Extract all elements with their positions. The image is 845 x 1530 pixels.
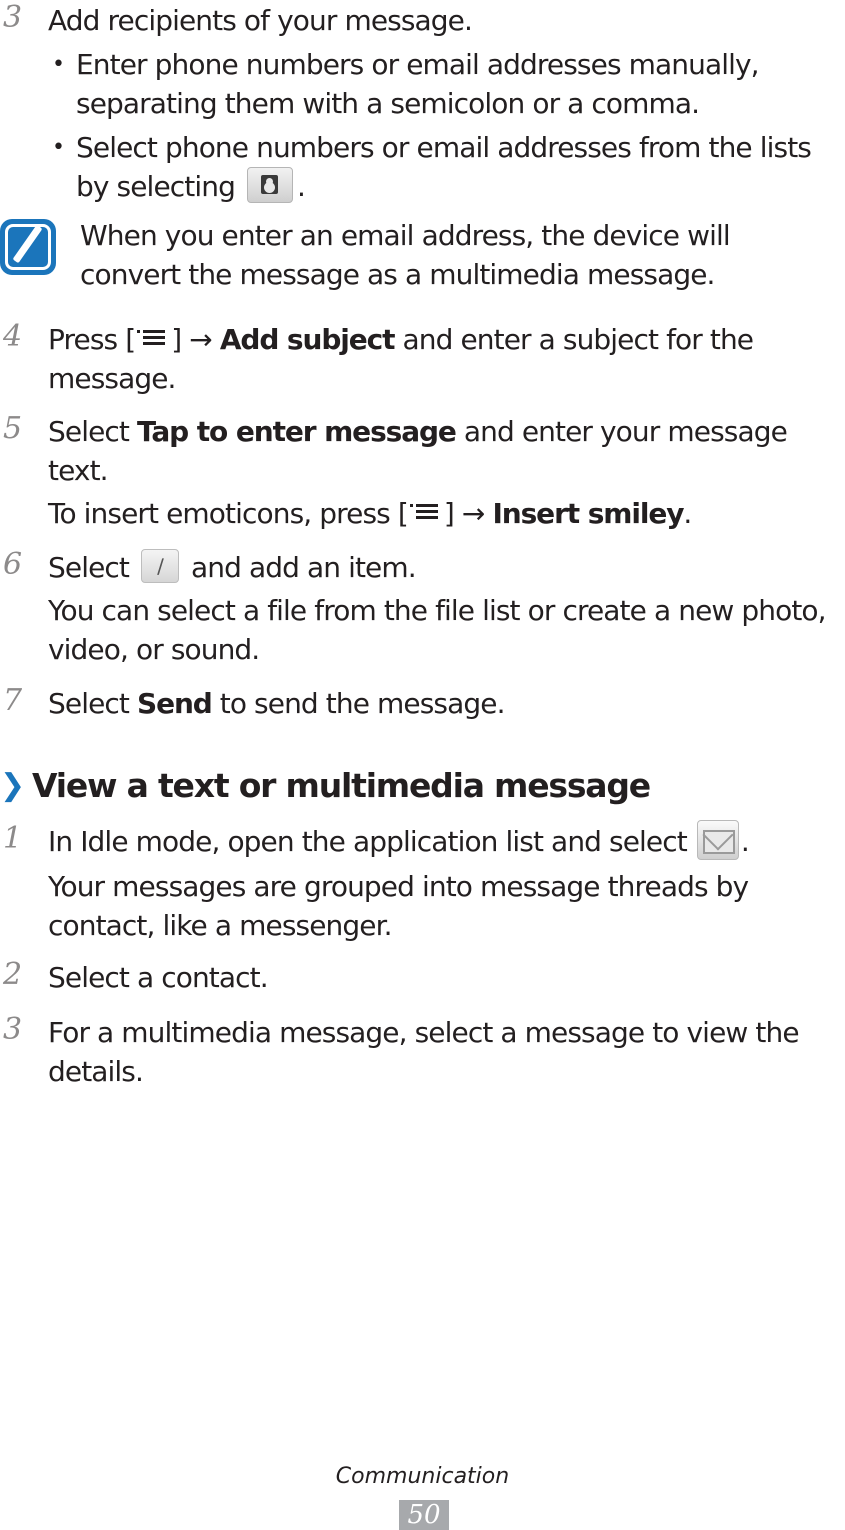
- step-text: [48, 412, 787, 451]
- punctuation: .: [683, 497, 692, 530]
- step-text: text.: [48, 454, 108, 487]
- section-title: View a text or multimedia message: [32, 766, 650, 805]
- step-subtext: Your messages are grouped into message threads by: [48, 870, 749, 903]
- step-number: 1: [3, 821, 23, 856]
- step-text: [48, 320, 753, 359]
- step-text-part: to send the message.: [219, 687, 505, 720]
- punctuation: .: [740, 825, 749, 858]
- step-text-part: and enter your message: [463, 415, 787, 448]
- step-number: 4: [3, 319, 23, 354]
- note-text: When you enter an email address, the device will: [80, 219, 730, 252]
- ui-term: Insert smiley: [492, 497, 684, 530]
- contacts-icon: [247, 167, 293, 203]
- step-text-part: and add an item.: [191, 551, 416, 584]
- step-text-part: ] →: [171, 323, 212, 356]
- menu-key-icon: [137, 326, 169, 348]
- step-number: 2: [3, 957, 23, 992]
- step-text-part: Select: [48, 687, 129, 720]
- step-text: For a multimedia message, select a message to view the: [48, 1016, 799, 1049]
- bullet-text-line: [76, 167, 305, 206]
- step-text-part: Select: [48, 415, 129, 448]
- step-subtext: You can select a file from the file list or create a new photo,: [48, 594, 826, 627]
- messaging-envelope-icon: [697, 820, 739, 860]
- step-text-part: Press [: [48, 323, 136, 356]
- bullet: •: [52, 52, 65, 77]
- step-number: 5: [3, 411, 23, 446]
- step-text: [48, 548, 416, 587]
- step-number: 7: [3, 683, 23, 718]
- step-text: [48, 822, 749, 863]
- step-text: [48, 684, 505, 723]
- step-number: 3: [3, 0, 23, 35]
- bullet-text: by selecting: [76, 170, 235, 203]
- step-text-part: To insert emoticons, press [: [48, 497, 408, 530]
- menu-key-icon: [410, 500, 442, 522]
- punctuation: .: [296, 170, 305, 203]
- note-pencil-icon: [0, 219, 56, 275]
- paperclip-icon: ∕: [141, 549, 179, 583]
- step-text-part: and enter a subject for the: [402, 323, 754, 356]
- step-text: Select a contact.: [48, 961, 268, 994]
- ui-term: Send: [137, 687, 212, 720]
- section-heading: [0, 762, 650, 812]
- chapter-label: Communication: [335, 1464, 510, 1489]
- bullet: •: [52, 135, 65, 160]
- step-text-part: Select: [48, 551, 129, 584]
- step-subtext: [48, 494, 691, 533]
- step-number: 3: [3, 1012, 23, 1047]
- chevron-right-icon: ❯: [0, 768, 24, 803]
- bullet-text: separating them with a semicolon or a comma.: [76, 87, 700, 120]
- bullet-text: Enter phone numbers or email addresses manually,: [76, 48, 759, 81]
- step-text-part: ] →: [443, 497, 485, 530]
- ui-term: Add subject: [219, 323, 395, 356]
- step-number: 6: [3, 547, 23, 582]
- step-text: Add recipients of your message.: [48, 4, 472, 37]
- ui-term: Tap to enter message: [137, 415, 456, 448]
- step-text: details.: [48, 1055, 143, 1088]
- step-subtext: contact, like a messenger.: [48, 909, 392, 942]
- step-subtext: video, or sound.: [48, 633, 260, 666]
- step-text-part: In Idle mode, open the application list and select: [48, 825, 687, 858]
- page-number: 50: [399, 1500, 449, 1530]
- note-text: convert the message as a multimedia message.: [80, 258, 715, 291]
- step-text: message.: [48, 362, 176, 395]
- bullet-text: Select phone numbers or email addresses from the lists: [76, 131, 811, 164]
